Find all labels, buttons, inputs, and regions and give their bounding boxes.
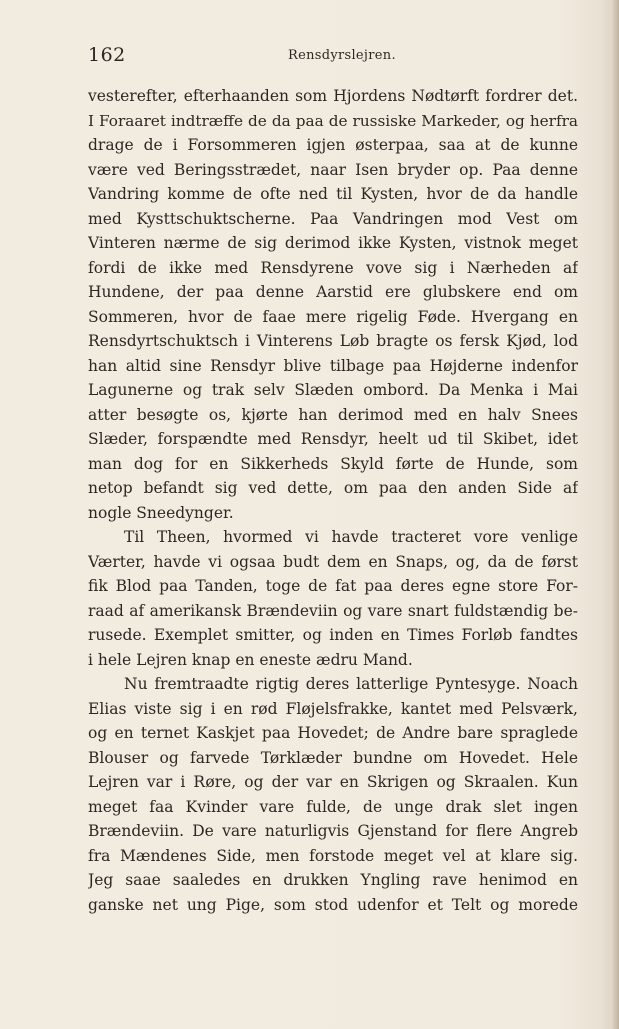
text-line: Rensdyrtschuktsch i Vinterens Løb bragte os fersk Kjød, lod [88, 332, 578, 350]
text-line: Brændeviin. De vare naturligvis Gjenstand for flere Angreb [88, 822, 578, 840]
text-line: han altid sine Rensdyr blive tilbage paa Højderne indenfor [88, 356, 578, 375]
running-title: Rensdyrslejren. [288, 48, 396, 63]
text-line: Jeg saae saaledes en drukken Yngling rave henimod en [88, 871, 578, 889]
text-line: ganske net ung Pige, som stod udenfor et Telt og morede [88, 895, 578, 914]
text-line: raad af amerikansk Brændeviin og vare snart fuldstændig be- [88, 601, 578, 620]
text-line: og en ternet Kaskjet paa Hovedet; de Andre bare spraglede [88, 724, 578, 742]
text-line: Værter, havde vi ogsaa budt dem en Snaps, og, da de først [88, 552, 578, 571]
page-header [88, 44, 578, 70]
text-line: Sommeren, hvor de faae mere rigelig Føde. Hvergang en [88, 307, 578, 326]
text-line: Lagunerne og trak selv Slæden ombord. Da Menka i Mai [88, 381, 578, 399]
text-line: Elias viste sig i en rød Fløjelsfrakke, kantet med Pelsværk, [88, 699, 578, 718]
text-line: vesterefter, efterhaanden som Hjordens Nødtørft fordrer det. [88, 87, 578, 105]
text-line: være ved Beringsstrædet, naar Isen bryder op. Paa denne [88, 160, 578, 179]
text-line: Vinteren nærme de sig derimod ikke Kysten, vistnok meget [88, 234, 578, 252]
text-line: fra Mændenes Side, men forstode meget vel at klare sig. [88, 846, 578, 865]
page-edge [610, 0, 619, 1029]
text-line: I Foraaret indtræffe de da paa de russiske Markeder, og herfra [88, 111, 578, 130]
text-line: fordi de ikke med Rensdyrene vove sig i Nærheden af [88, 258, 578, 277]
text-line: nogle Sneedynger. [88, 503, 234, 522]
text-line: med Kysttschuktscherne. Paa Vandringen mod Vest om [88, 209, 578, 228]
text-line: man dog for en Sikkerheds Skyld førte de Hunde, som [88, 454, 578, 473]
text-line: i hele Lejren knap en eneste ædru Mand. [88, 650, 413, 669]
text-line: Vandring komme de ofte ned til Kysten, hvor de da handle [88, 185, 578, 203]
text-line: Nu fremtraadte rigtig deres latterlige Pyntesyge. Noach [124, 675, 578, 693]
text-line: Blouser og farvede Tørklæder bundne om Hovedet. Hele [88, 748, 578, 767]
text-line: meget faa Kvinder vare fulde, de unge drak slet ingen [88, 797, 578, 816]
page-number: 162 [88, 44, 126, 66]
text-line: Hundene, der paa denne Aarstid ere glubskere end om [88, 283, 578, 301]
text-line: Lejren var i Røre, og der var en Skrigen og Skraalen. Kun [88, 773, 578, 791]
text-line: Til Theen, hvormed vi havde tracteret vore venlige [124, 528, 578, 546]
text-line: fik Blod paa Tanden, toge de fat paa deres egne store For- [88, 577, 578, 595]
body-text [88, 84, 578, 917]
text-line: Slæder, forspændte med Rensdyr, heelt ud til Skibet, idet [88, 430, 578, 448]
text-line: drage de i Forsommeren igjen østerpaa, saa at de kunne [88, 136, 578, 154]
text-line: atter besøgte os, kjørte han derimod med en halv Snees [88, 405, 578, 424]
text-line: rusede. Exemplet smitter, og inden en Times Forløb fandtes [88, 626, 578, 644]
text-line: netop befandt sig ved dette, om paa den anden Side af [88, 479, 578, 497]
